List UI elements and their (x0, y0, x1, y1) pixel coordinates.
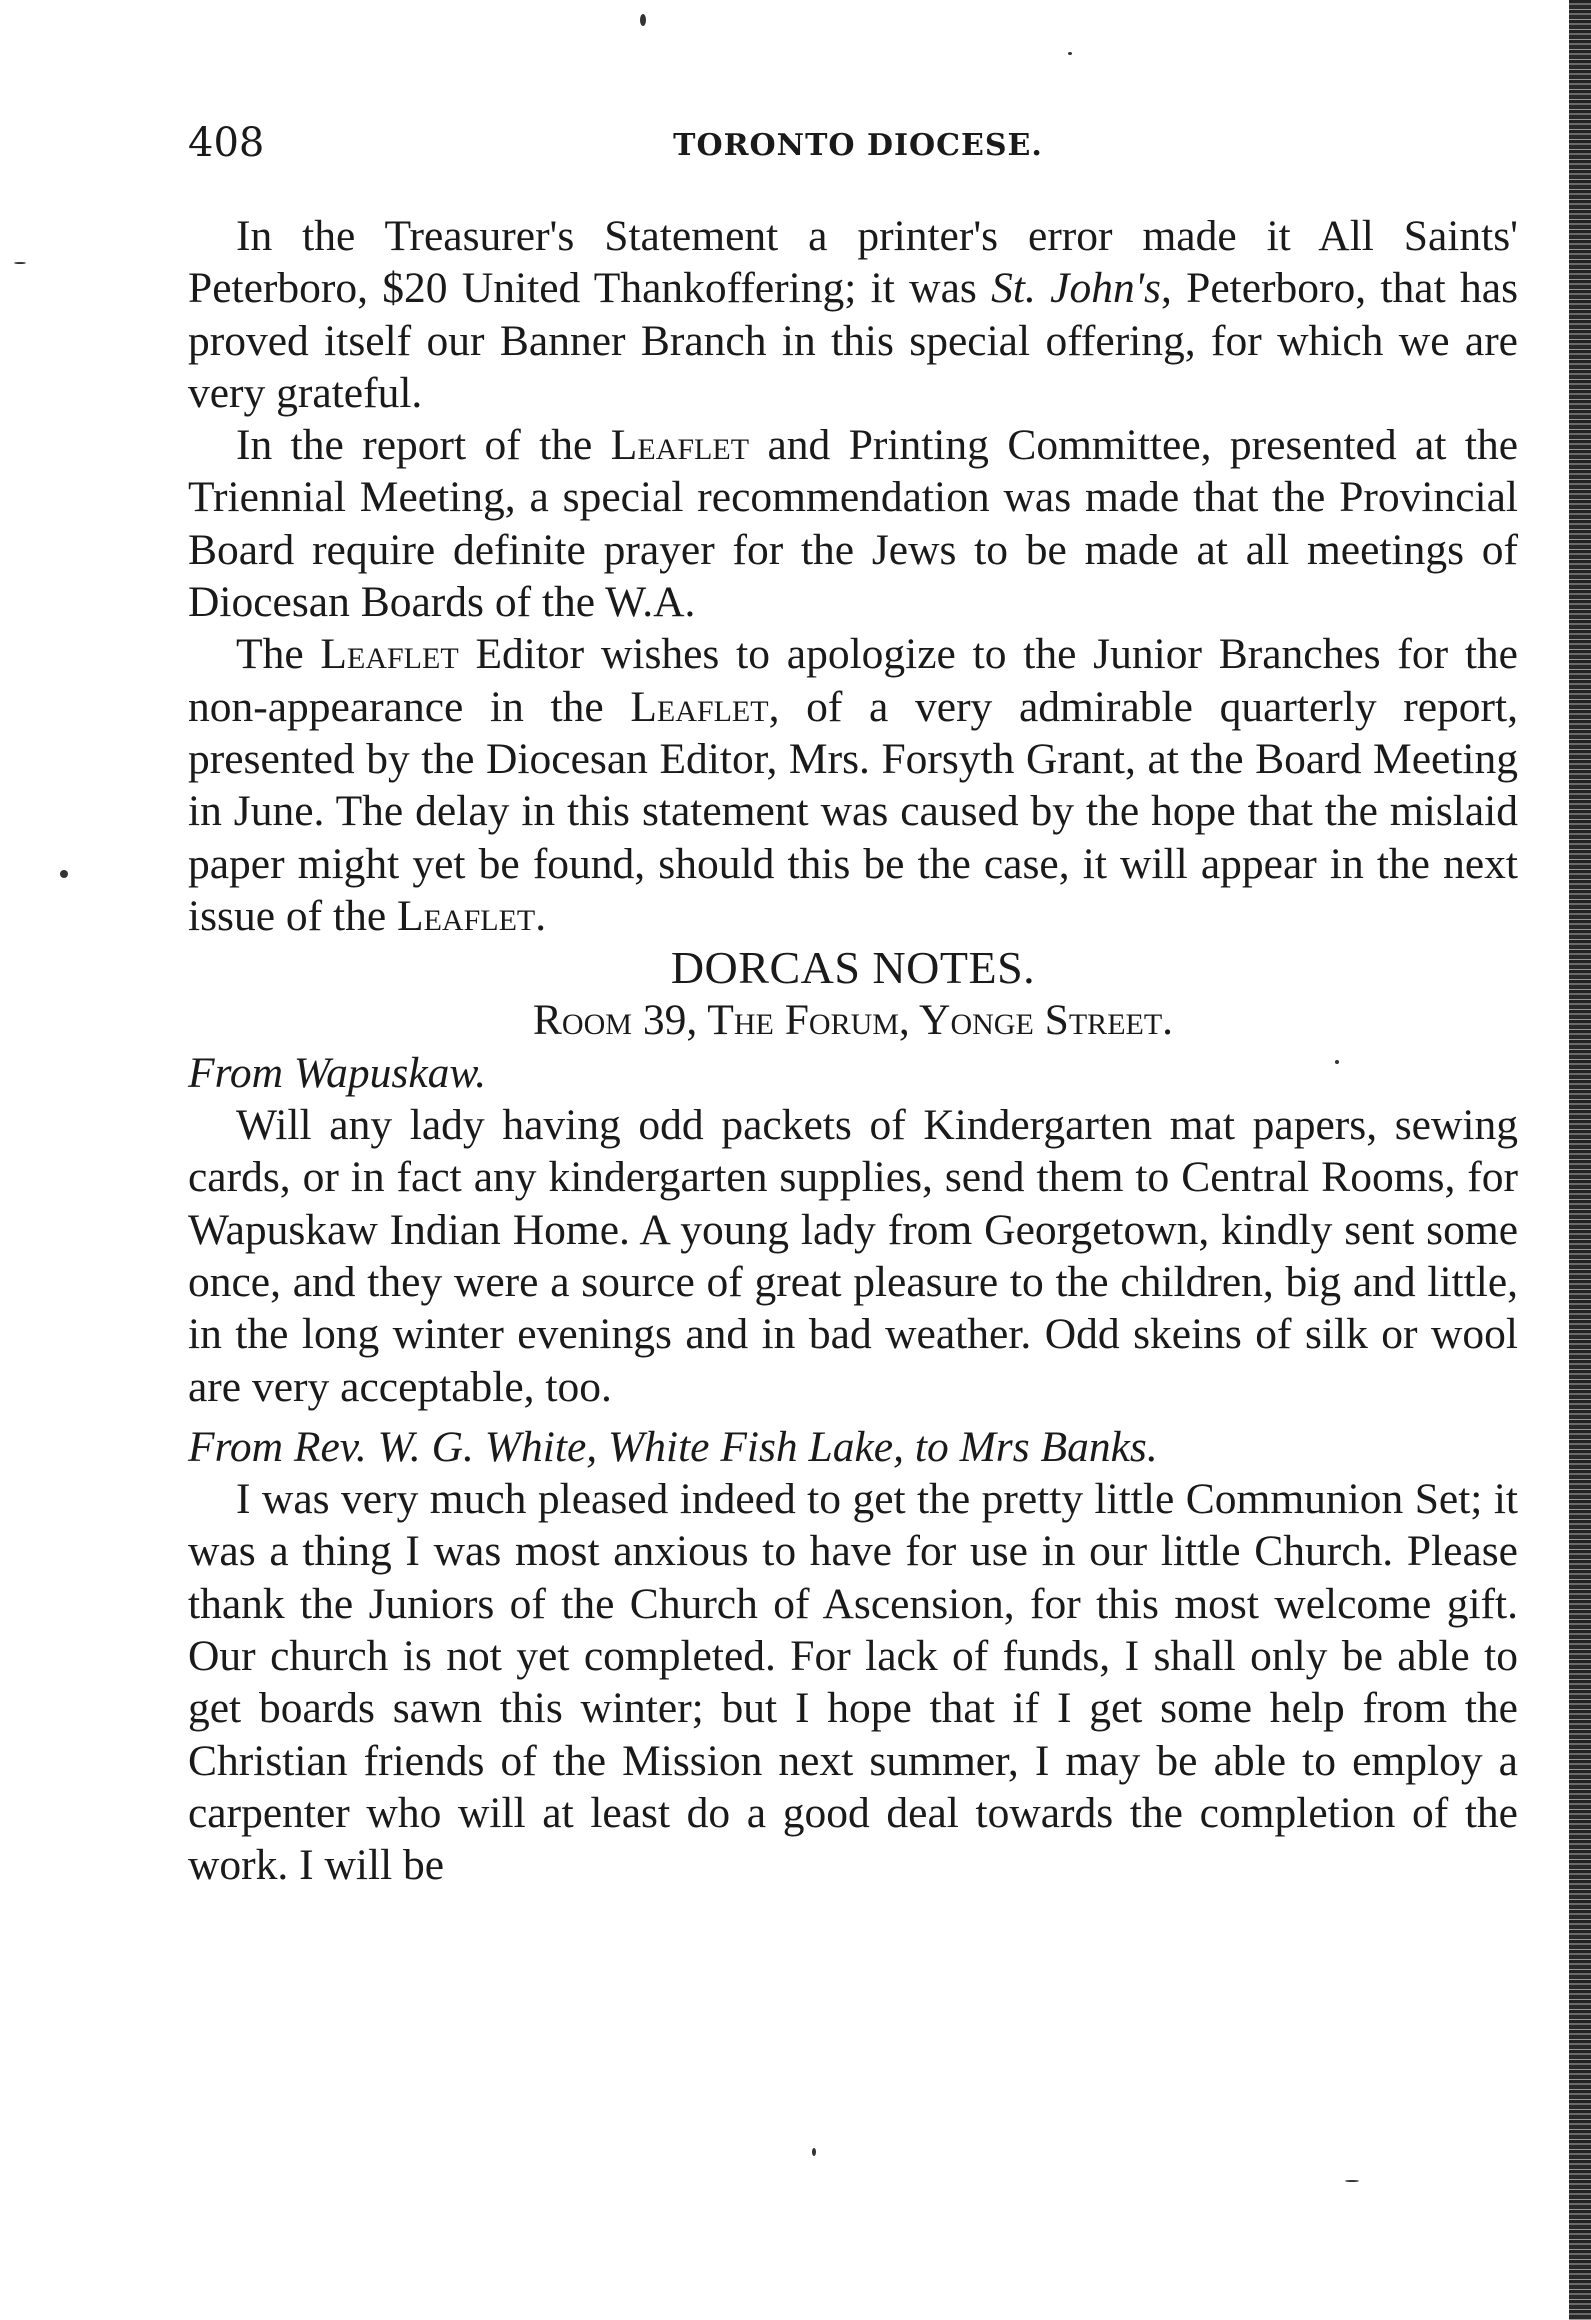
small-caps-text: Leaflet (630, 682, 769, 731)
page-number: 408 (188, 120, 265, 166)
scan-speck (812, 2148, 816, 2156)
letter-source-white-fish-lake: From Rev. W. G. White, White Fish Lake, to Mrs Banks. (188, 1422, 1158, 1471)
paragraph-leaflet-report (188, 419, 1518, 628)
section-address: Room 39, The Forum, Yonge Street. (532, 996, 1174, 1045)
section-heading: DORCAS NOTES. (670, 942, 1036, 994)
letter-white-fish-lake: I was very much pleased indeed to get the pretty little Communion Set; it was a thing I was most anxious to have for use in our little Church. Please thank the Juniors of the Church of Ascension, for this most welcome gift. Our church is not yet completed. For lack of funds, I shall only be able to get boards sawn this winter; but I hope that if I get some help from the Christian friends of the Mission next summer, I may be able to employ a carpenter who will at least do a good deal towards the completion of the work. I will be (188, 1475, 1518, 1890)
text-span: In the Treasurer's Statement a printer's error made it All Saints' Peterboro, $20 United Thankoffering; it was (188, 212, 1518, 313)
scan-speck (640, 14, 646, 26)
text-span: In the report of the (236, 421, 611, 470)
scan-speck (1068, 52, 1072, 55)
text-span: . (535, 891, 547, 940)
scan-speck (1345, 2180, 1359, 2182)
body-text (188, 210, 1518, 1892)
text-span: The (236, 630, 321, 679)
text-span: , Peterboro, that has proved itself our Banner Branch in this special offering, for which we are very grateful. (188, 264, 1518, 417)
text-span: and Printing Committee, presented at the Triennial Meeting, a special recommendation was made that the Provincial Board require definite prayer for the Jews to be made at all meetings of Diocesan Boards of the W.A. (188, 421, 1519, 627)
small-caps-text: Leaflet (610, 421, 750, 470)
text-span: , of a very admirable quarterly report, presented by the Diocesan Editor, Mrs. Forsyth Grant, at the Board Meeting in June. The delay in this statement was caused by the hope that the mislaid paper might yet be found, should this be the case, it will appear in the next issue of the (188, 682, 1518, 940)
emphasis-text: St. John's (991, 264, 1161, 313)
running-head (188, 120, 1528, 180)
scan-speck (60, 870, 68, 878)
running-title: TORONTO DIOCESE. (673, 128, 1043, 163)
letter-wapuskaw: Will any lady having odd packets of Kindergarten mat papers, sewing cards, or in fact any kindergarten supplies, send them to Central Rooms, for Wapuskaw Indian Home. A young lady from Georgetown, kindly sent some once, and they were a source of great pleasure to the children, big and little, in the long winter evenings and in bad weather. Odd skeins of silk or wool are very acceptable, too. (188, 1101, 1518, 1411)
page-binding-edge (1569, 0, 1591, 2320)
scan-speck (14, 262, 26, 264)
paragraph-editor-apology (188, 628, 1518, 942)
letter-source-wapuskaw: From Wapuskaw. (188, 1048, 487, 1097)
paragraph-treasurer (188, 210, 1518, 419)
text-span: Editor wishes to apologize to the Junior Branches for the non-appearance in the (188, 630, 1518, 731)
small-caps-text: Leaflet (397, 891, 536, 940)
small-caps-text: Leaflet (320, 630, 459, 679)
